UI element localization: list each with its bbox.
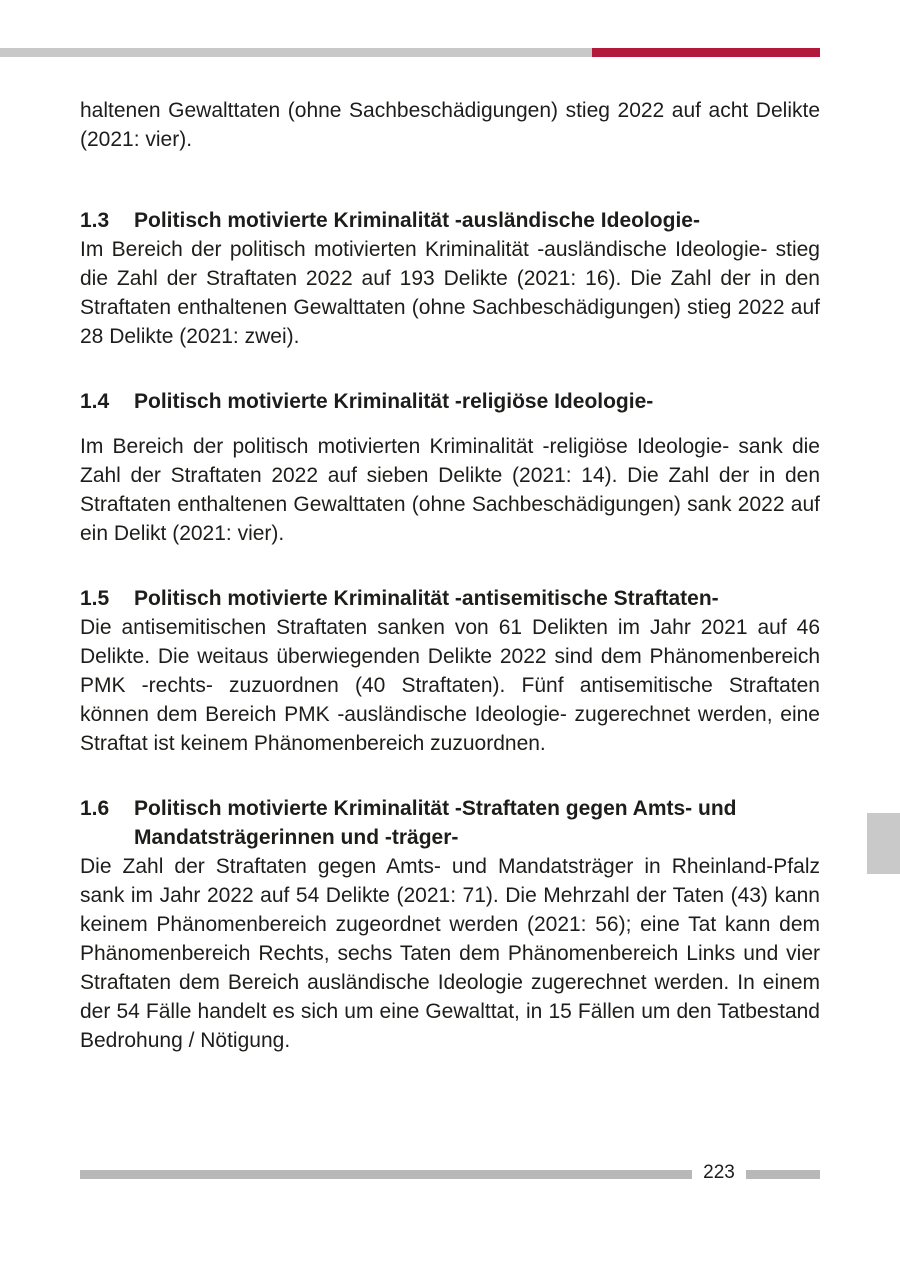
section-heading-1-3 [80, 206, 820, 235]
section-heading-1-4 [80, 387, 820, 416]
section-heading-1-6 [80, 794, 820, 852]
section-paragraph-1-6: Die Zahl der Straftaten gegen Amts- und Mandatsträger in Rheinland-Pfalz sank im Jahr 2022 auf 54 Delikte (2021: 71). Die Mehrzahl der Taten (43) kann keinem Phänomenbereich zugeordnet werden (2021: 56); eine Tat kann dem Phänomenbereich Rechts, sechs Taten dem Phänomenbereich Links und vier Straftaten dem Bereich ausländische Ideologie zugerechnet werden. In einem der 54 Fälle handelt es sich um eine Gewalttat, in 15 Fällen um den Tatbestand Bedrohung / Nötigung. [80, 855, 820, 1052]
section-number: 1.6 [80, 797, 110, 820]
header-rule-accent [592, 48, 820, 57]
intro-paragraph: haltenen Gewalttaten (ohne Sachbeschädigungen) stieg 2022 auf acht Delikte (2021: vier). [80, 99, 820, 151]
section-paragraph-1-4: Im Bereich der politisch motivierten Kriminalität -religiöse Ideologie- sank die Zahl der Straftaten 2022 auf sieben Delikte (2021: 14). Die Zahl der in den Straftaten enthaltenen Gewalttaten (ohne Sachbeschädigungen) sank 2022 auf ein Delikt (2021: vier). [80, 435, 820, 545]
footer-rule-right [746, 1170, 820, 1179]
header-rule-gray [0, 48, 592, 57]
section-number: 1.3 [80, 209, 110, 232]
section-paragraph-1-3: Im Bereich der politisch motivierten Kriminalität -ausländische Ideologie- stieg die Zahl der Straftaten 2022 auf 193 Delikte (2021: 16). Die Zahl der in den Straftaten enthaltenen Gewalttaten (ohne Sachbeschädigungen) stieg 2022 auf 28 Delikte (2021: zwei). [80, 238, 820, 348]
section-heading-1-5 [80, 584, 820, 613]
section-title: Politisch motivierte Kriminalität -antisemitische Straftaten- [134, 587, 719, 610]
page-content [80, 96, 820, 1055]
page-number: 223 [703, 1162, 735, 1183]
section-title: Politisch motivierte Kriminalität -ausländische Ideologie- [134, 209, 700, 232]
section-number: 1.5 [80, 587, 110, 610]
section-title: Politisch motivierte Kriminalität -Straftaten gegen Amts- und Mandatsträgerinnen und -träger- [134, 797, 737, 849]
footer-rule-left [80, 1170, 692, 1179]
section-title: Politisch motivierte Kriminalität -religiöse Ideologie- [134, 390, 654, 413]
section-paragraph-1-5: Die antisemitischen Straftaten sanken von 61 Delikten im Jahr 2021 auf 46 Delikte. Die weitaus überwiegenden Delikte 2022 sind dem Phänomenbereich PMK -rechts- zuzuordnen (40 Straftaten). Fünf antisemitische Straftaten können dem Bereich PMK -ausländische Ideologie- zugerechnet werden, eine Straftat ist keinem Phänomenbereich zuzuordnen. [80, 616, 820, 755]
chapter-side-tab [867, 813, 900, 874]
section-number: 1.4 [80, 390, 110, 413]
